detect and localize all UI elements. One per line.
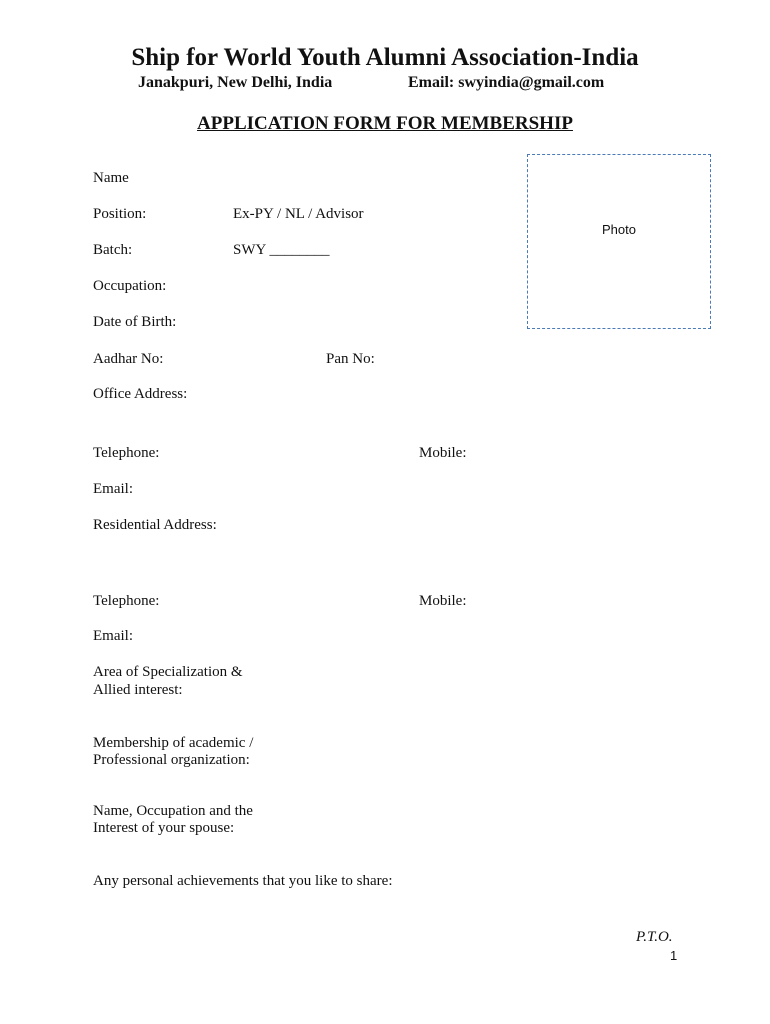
label-date-of-birth: Date of Birth: <box>93 314 177 330</box>
label-position: Position: <box>93 206 147 222</box>
label-spouse-line1: Name, Occupation and the <box>93 803 253 819</box>
label-office-email: Email: <box>93 481 133 497</box>
label-occupation: Occupation: <box>93 278 167 294</box>
photo-box <box>527 154 711 329</box>
label-batch: Batch: <box>93 242 133 258</box>
label-pan: Pan No: <box>326 351 375 367</box>
position-options: Ex-PY / NL / Advisor <box>233 206 364 222</box>
label-res-telephone: Telephone: <box>93 593 160 609</box>
label-res-mobile: Mobile: <box>419 593 467 609</box>
label-name: Name <box>93 170 129 186</box>
form-title: APPLICATION FORM FOR MEMBERSHIP <box>197 113 573 134</box>
page-title: Ship for World Youth Alumni Association-India <box>131 44 639 71</box>
label-membership-line1: Membership of academic / <box>93 735 254 751</box>
header-location: Janakpuri, New Delhi, India <box>138 74 333 91</box>
label-specialization-line2: Allied interest: <box>93 682 183 698</box>
label-achievements: Any personal achievements that you like to share: <box>93 873 393 889</box>
photo-label: Photo <box>602 222 636 237</box>
label-spouse-line2: Interest of your spouse: <box>93 820 235 836</box>
batch-value: SWY ________ <box>233 242 330 258</box>
label-aadhar: Aadhar No: <box>93 351 164 367</box>
label-specialization-line1: Area of Specialization & <box>93 664 243 680</box>
label-residential-address: Residential Address: <box>93 517 217 533</box>
label-office-address: Office Address: <box>93 386 188 402</box>
header-email: Email: swyindia@gmail.com <box>408 74 605 91</box>
label-membership-line2: Professional organization: <box>93 752 250 768</box>
label-office-telephone: Telephone: <box>93 445 160 461</box>
page-number: 1 <box>670 948 678 963</box>
label-res-email: Email: <box>93 628 133 644</box>
pto-note: P.T.O. <box>636 929 673 945</box>
label-office-mobile: Mobile: <box>419 445 467 461</box>
